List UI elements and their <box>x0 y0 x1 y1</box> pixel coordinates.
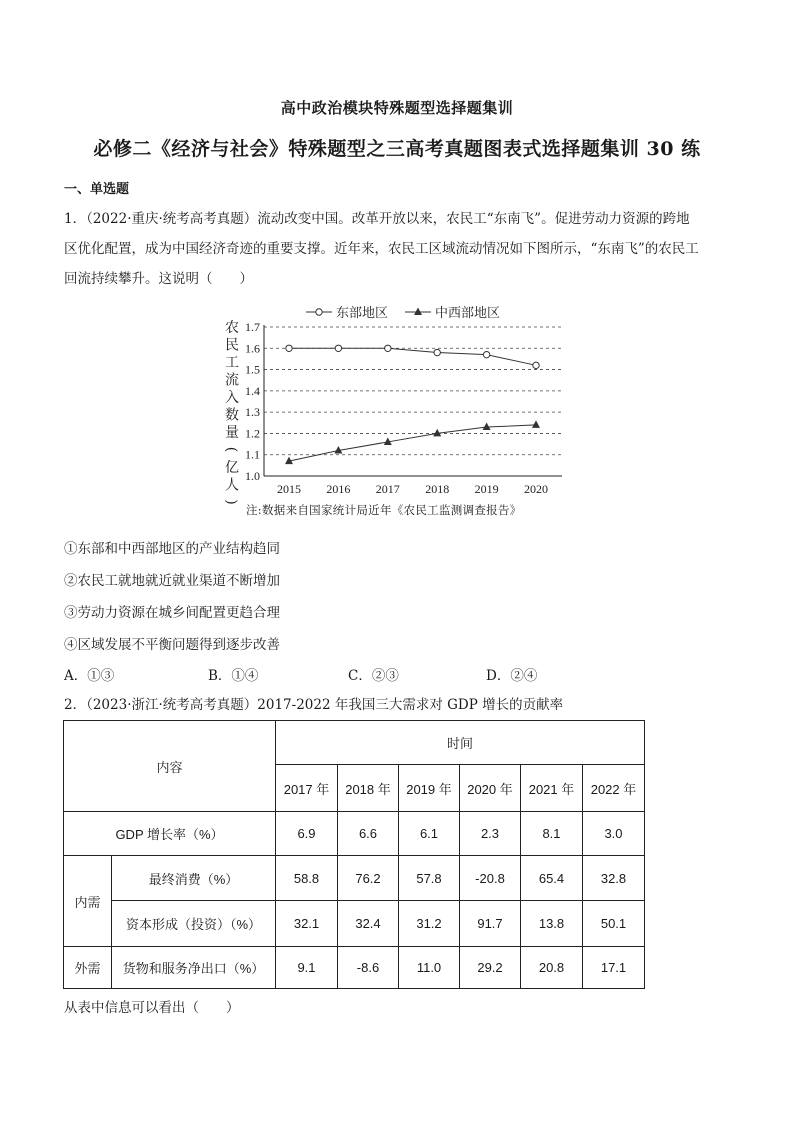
choice-d[interactable]: D．②④ <box>486 668 538 684</box>
gdp-value: 3.0 <box>583 812 645 856</box>
consumption-label: 最终消费（%） <box>112 856 276 901</box>
investment-value: 50.1 <box>583 901 645 947</box>
header-time: 时间 <box>276 721 645 765</box>
option-statement-2: ②农民工就地就近就业渠道不断增加 <box>64 573 280 589</box>
gdp-value: 6.1 <box>399 812 460 856</box>
year-cell: 2018 年 <box>338 765 399 812</box>
data-point-east <box>385 345 391 351</box>
y-axis-label-char: 民 <box>225 337 239 354</box>
net-export-value: 17.1 <box>583 947 645 989</box>
year-cell: 2017 年 <box>276 765 338 812</box>
y-axis-label-char: ) <box>223 499 239 505</box>
option-statement-1: ①东部和中西部地区的产业结构趋同 <box>64 541 280 557</box>
choice-a[interactable]: A．①③ <box>64 668 115 684</box>
legend-label-east: 东部地区 <box>336 306 389 321</box>
x-tick-label: 2016 <box>326 482 351 496</box>
net-export-value: 9.1 <box>276 947 338 989</box>
gdp-value: 8.1 <box>521 812 583 856</box>
y-axis-label-char: 农 <box>225 320 239 336</box>
year-cell: 2021 年 <box>521 765 583 812</box>
migrant-worker-line-chart <box>212 300 592 505</box>
question1-line2: 区优化配置，成为中国经济奇迹的重要支撑。近年来，农民工区域流动情况如下图所示，“东南飞”的农民工 <box>64 241 699 257</box>
gdp-contribution-table <box>63 720 645 989</box>
gdp-value: 6.6 <box>338 812 399 856</box>
consumption-value: 65.4 <box>521 856 583 901</box>
legend-marker-midwest <box>414 308 422 316</box>
gdp-label: GDP 增长率（%） <box>64 812 276 856</box>
consumption-value: 32.8 <box>583 856 645 901</box>
series-line-1 <box>289 425 536 461</box>
chart-source-note: 注:数据来自国家统计局近年《农民工监测调查报告》 <box>246 503 522 517</box>
y-tick-label: 1.2 <box>245 426 260 441</box>
year-cell: 2019 年 <box>399 765 460 812</box>
page-subtitle: 高中政治模块特殊题型选择题集训 <box>280 99 514 117</box>
investment-value: 32.1 <box>276 901 338 947</box>
y-axis-label-char: 入 <box>225 390 239 406</box>
header-content: 内容 <box>64 721 276 812</box>
section-heading: 一、单选题 <box>64 182 130 197</box>
y-axis-label-char: 工 <box>225 355 239 371</box>
y-tick-label: 1.1 <box>245 447 260 462</box>
year-cell: 2022 年 <box>583 765 645 812</box>
y-axis-label-char: 人 <box>225 477 239 494</box>
question1-line1: 1．（2022·重庆·统考高考真题）流动改变中国。改革开放以来，农民工“东南飞”。促进劳动力资源的跨地 <box>64 211 690 227</box>
consumption-value: -20.8 <box>460 856 521 901</box>
y-axis-label-char: 流 <box>225 372 239 389</box>
option-statement-3: ③劳动力资源在城乡间配置更趋合理 <box>64 605 280 621</box>
choice-b[interactable]: B．①④ <box>208 668 259 684</box>
page-title: 必修二《经济与社会》特殊题型之三高考真题图表式选择题集训 30 练 <box>93 138 701 160</box>
y-axis-label-char: 数 <box>225 407 239 424</box>
x-tick-label: 2017 <box>375 482 400 496</box>
x-tick-label: 2019 <box>474 482 499 496</box>
y-tick-label: 1.0 <box>245 469 260 483</box>
domestic-demand-label: 内需 <box>64 856 112 947</box>
y-tick-label: 1.3 <box>245 405 260 420</box>
investment-label: 资本形成（投资）（%） <box>112 901 276 947</box>
question1-line3: 回流持续攀升。这说明（ ） <box>64 271 253 287</box>
gdp-value: 2.3 <box>460 812 521 856</box>
data-point-east <box>533 362 539 368</box>
y-tick-label: 1.6 <box>245 341 260 356</box>
data-point-east <box>434 349 440 355</box>
investment-value: 31.2 <box>399 901 460 947</box>
y-axis-label-char: ( <box>223 446 239 453</box>
net-export-value: 11.0 <box>399 947 460 989</box>
consumption-value: 57.8 <box>399 856 460 901</box>
data-point-east <box>286 345 292 351</box>
x-tick-label: 2018 <box>425 482 450 496</box>
question2-stem: 2．（2023·浙江·统考高考真题）2017-2022 年我国三大需求对 GDP 增长的贡献率 <box>64 697 564 713</box>
investment-value: 32.4 <box>338 901 399 947</box>
consumption-value: 76.2 <box>338 856 399 901</box>
net-export-label: 货物和服务净出口（%） <box>112 947 276 989</box>
y-tick-label: 1.7 <box>245 320 260 334</box>
investment-value: 91.7 <box>460 901 521 947</box>
net-export-value: 20.8 <box>521 947 583 989</box>
data-point-midwest <box>483 423 491 431</box>
legend-marker-east <box>316 309 322 315</box>
option-statement-4: ④区域发展不平衡问题得到逐步改善 <box>64 637 280 653</box>
data-point-east <box>335 345 341 351</box>
legend-label-midwest: 中西部地区 <box>435 306 501 321</box>
external-demand-label: 外需 <box>64 947 112 989</box>
net-export-value: -8.6 <box>338 947 399 989</box>
y-axis-label-char: 亿 <box>225 460 239 476</box>
y-axis-label-char: 量 <box>225 425 239 441</box>
net-export-value: 29.2 <box>460 947 521 989</box>
y-tick-label: 1.4 <box>245 383 260 398</box>
choice-c[interactable]: C．②③ <box>348 668 399 684</box>
series-line-0 <box>289 348 536 365</box>
consumption-value: 58.8 <box>276 856 338 901</box>
year-cell: 2020 年 <box>460 765 521 812</box>
x-tick-label: 2020 <box>524 482 548 496</box>
data-point-east <box>483 351 489 357</box>
gdp-value: 6.9 <box>276 812 338 856</box>
investment-value: 13.8 <box>521 901 583 947</box>
x-tick-label: 2015 <box>277 482 301 496</box>
question2-prompt: 从表中信息可以看出（ ） <box>64 1000 240 1016</box>
y-tick-label: 1.5 <box>245 362 260 377</box>
data-point-midwest <box>532 420 540 428</box>
